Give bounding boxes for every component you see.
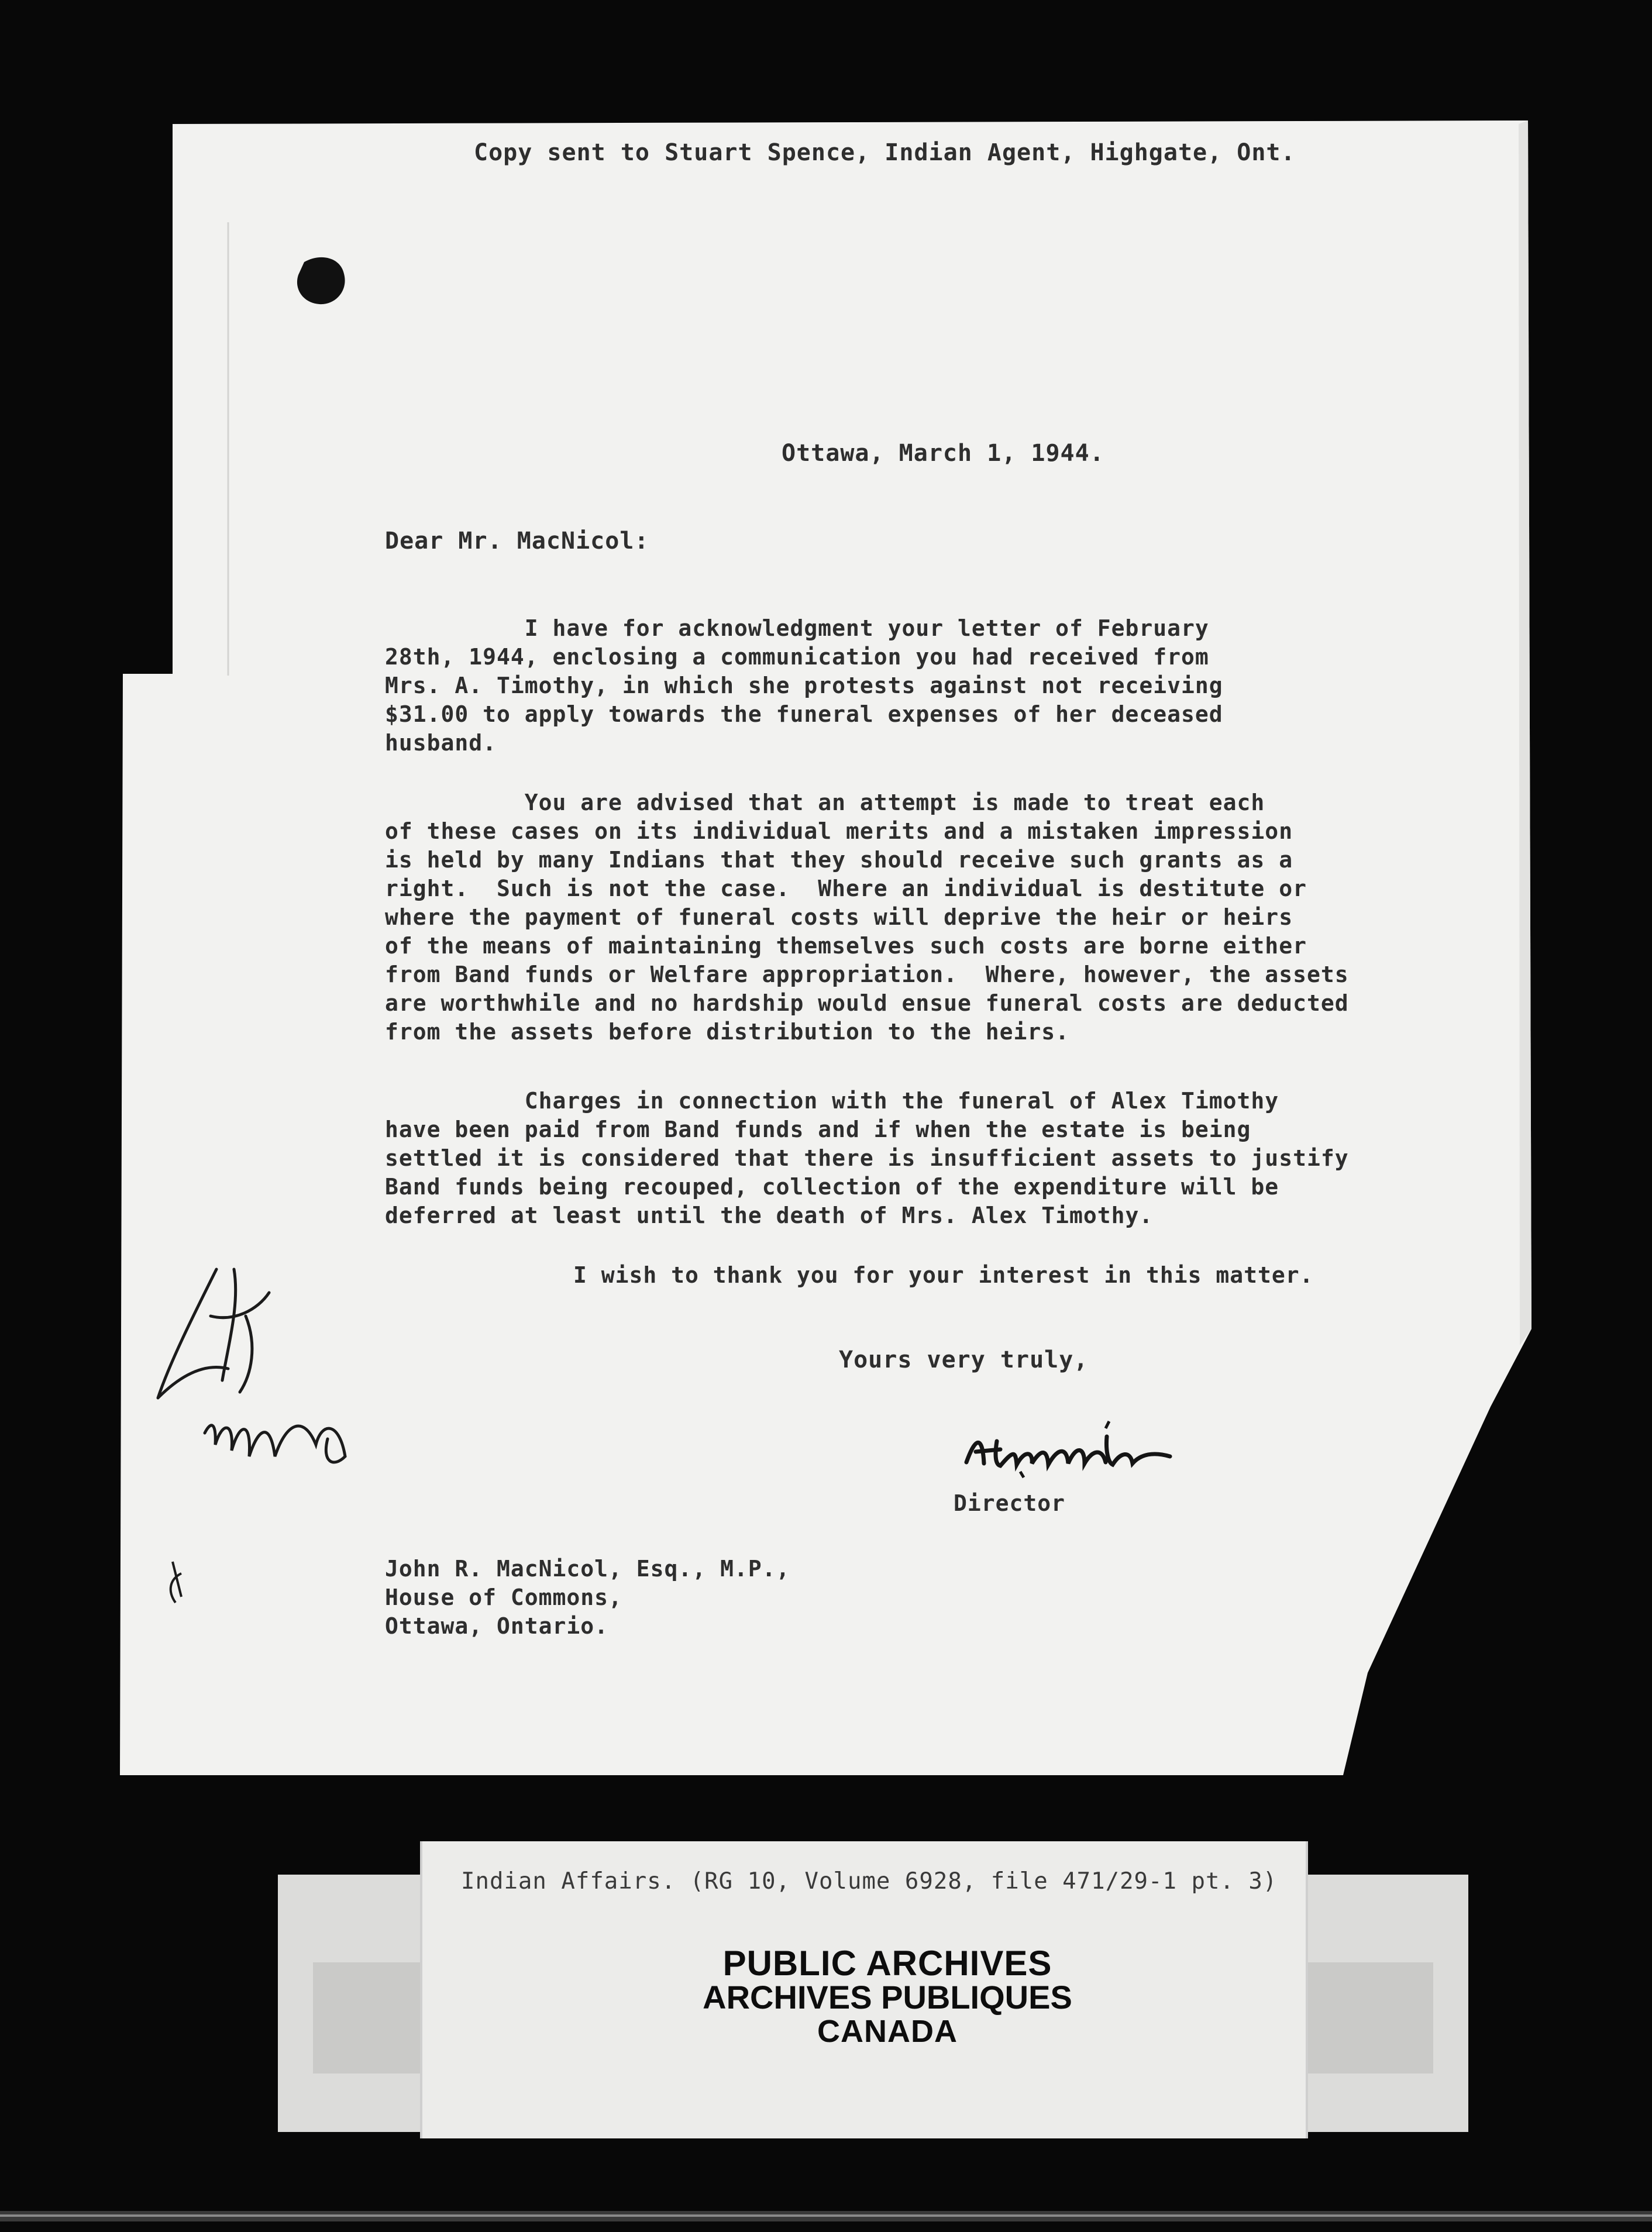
film-edge-highlight [0,2214,1652,2217]
archive-label-card [420,1841,1308,2138]
addressee-block [385,1555,911,1641]
addressee-line-3: Ottawa, Ontario. [385,1613,609,1639]
archive-reference: Indian Affairs. (RG 10, Volume 6928, file 471/29-1 pt. 3) [461,1868,1278,1895]
stamp-line-1: PUBLIC ARCHIVES [722,1944,1052,1983]
date-line: Ottawa, March 1, 1944. [782,440,1104,467]
ink-blot [297,257,345,304]
copy-notation: Copy sent to Stuart Spence, Indian Agent, Highgate, Ont. [474,139,1296,166]
stamp-line-2: ARCHIVES PUBLIQUES [703,1979,1072,2016]
closing: Yours very truly, [839,1346,1089,1373]
salutation: Dear Mr. MacNicol: [385,528,649,554]
film-edge [0,2205,1652,2232]
paper-shadow-edge [1519,120,1531,1345]
signature-title: Director [954,1490,1066,1516]
paragraph-charges: Charges in connection with the funeral of Alex Timothy have been paid from Band funds and if when the estate is being settled it is considered that there is insufficient assets to justify Band funds being recouped, collection of the expenditure will be deferred at least until the death of Mrs. Alex Timothy. [385,1088,1349,1228]
paragraph-thanks: I wish to thank you for your interest in this matter. [573,1262,1314,1288]
paragraph-acknowledgment: I have for acknowledgment your letter of February 28th, 1944, enclosing a communication you had received from Mrs. A. Timothy, in which she protests against not receiving $31.00 to apply towards the funeral expenses of her deceased husband. [385,615,1223,756]
handwritten-signature [959,1415,1193,1486]
addressee-line-2: House of Commons, [385,1585,622,1610]
addressee-line-1: John R. MacNicol, Esq., M.P., [385,1556,790,1582]
stamp-line-3: CANADA [817,2014,958,2049]
handwritten-initials [146,1246,380,1608]
archives-stamp [668,1944,1107,2066]
paragraph-policy: You are advised that an attempt is made to treat each of these cases on its individual merits and a mistaken impression is held by many Indians that they should receive such grants as a right. Such is not the case. Where an individual is destitute or where the payment of funeral costs will deprive the heir or heirs of the means of maintaining themselves such costs are borne either from Band funds or Welfare appropriation. Where, however, the assets are worthwhile and no hardship would ensue funeral costs are deducted from the assets before distribution to the heirs. [385,790,1349,1045]
